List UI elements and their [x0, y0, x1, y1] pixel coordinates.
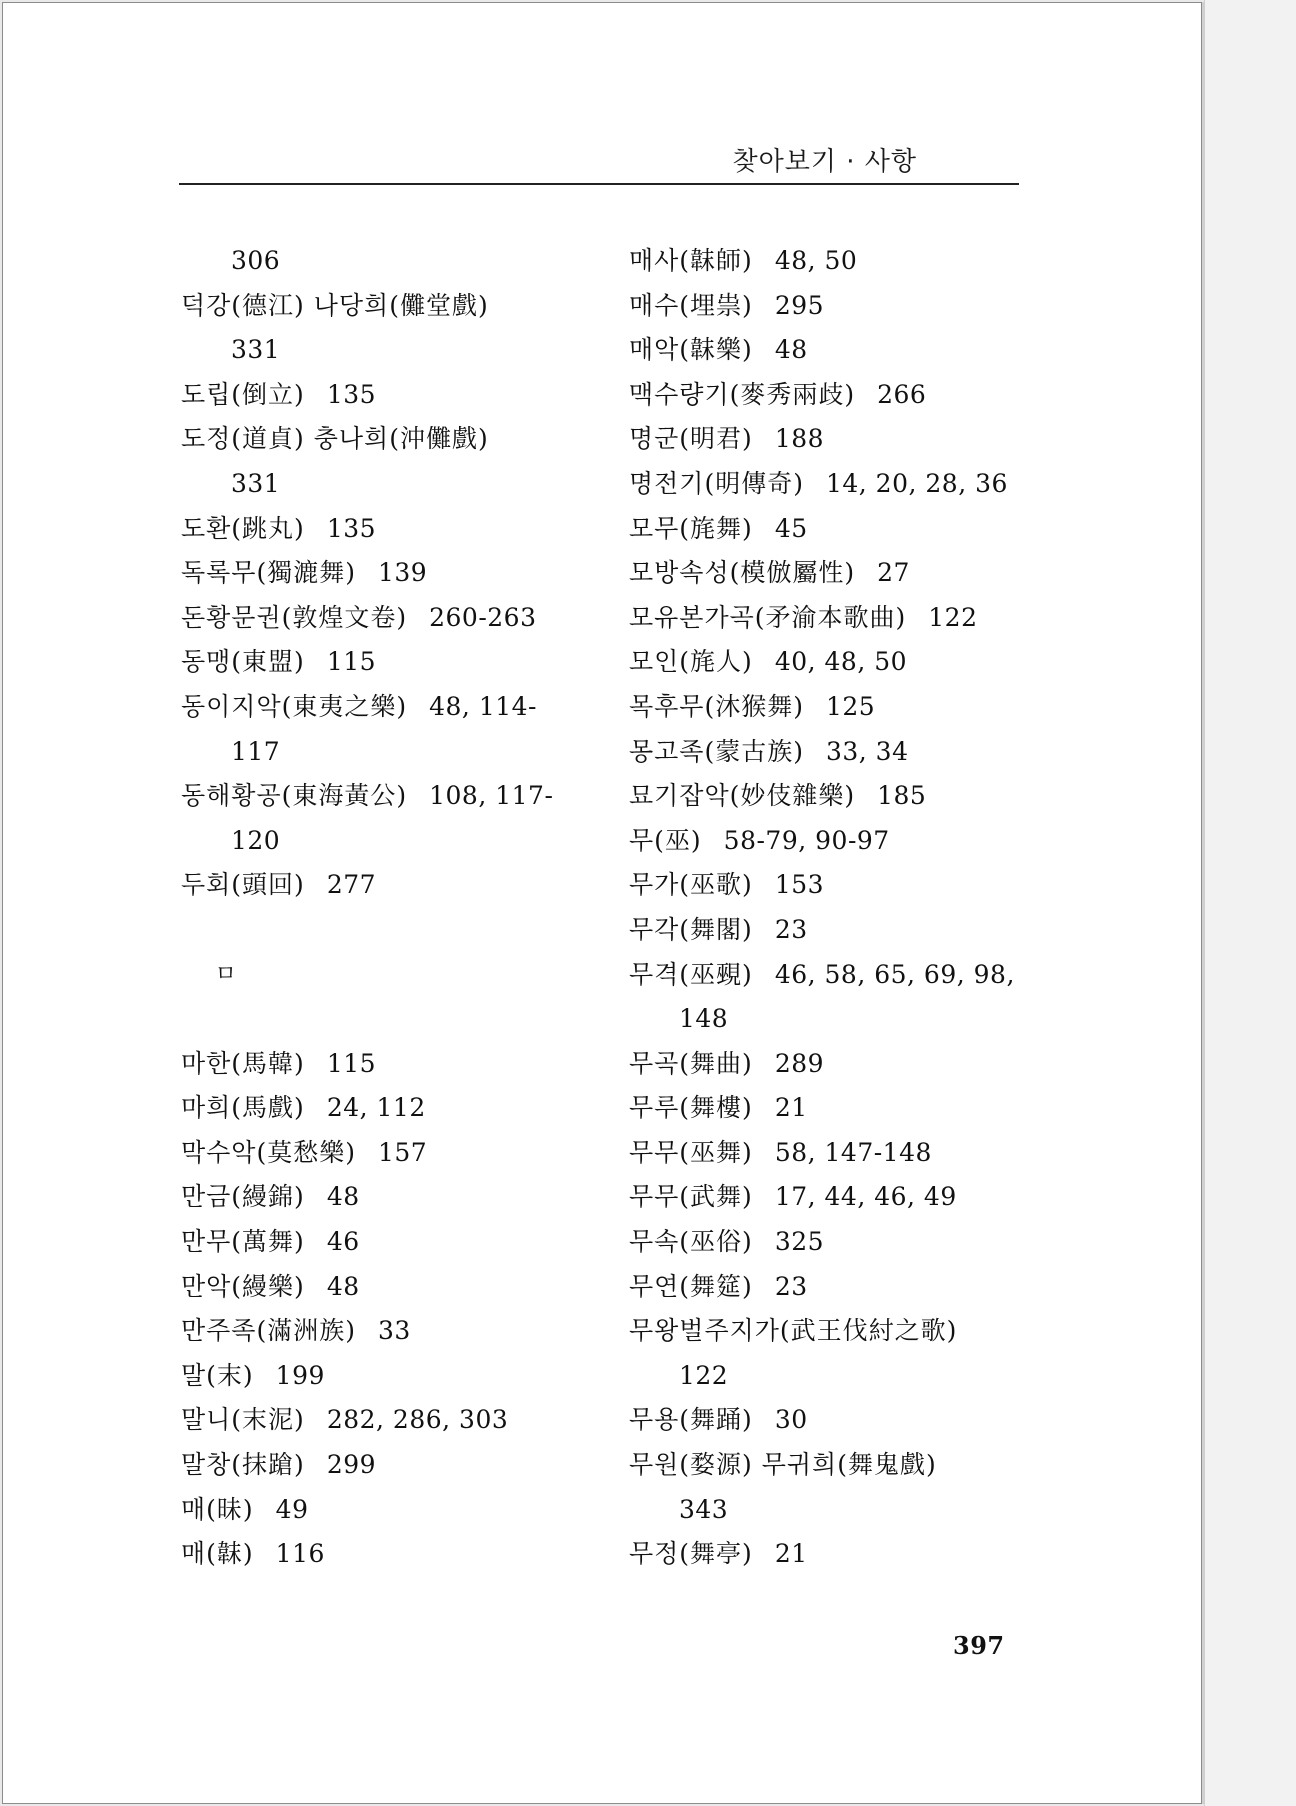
index-page-refs: 58-79, 90-97 — [723, 825, 890, 855]
index-entry-continuation — [629, 1354, 1069, 1399]
running-head: 찾아보기 · 사항 — [732, 147, 917, 177]
index-term: 무용(舞踊) — [629, 1405, 753, 1435]
index-page-refs: 289 — [774, 1048, 825, 1078]
index-page-refs: 199 — [275, 1360, 325, 1390]
index-page-refs: 188 — [774, 424, 825, 454]
book-page — [2, 2, 1202, 1804]
index-term: 목후무(沐猴舞) — [629, 691, 804, 721]
index-term: 무무(武舞) — [629, 1182, 753, 1212]
index-page-refs: 45 — [774, 513, 808, 543]
index-term: 무왕벌주지가(武王伐紂之歌) — [629, 1316, 958, 1346]
index-entry-continuation — [629, 997, 1069, 1042]
index-entry — [629, 1042, 1069, 1087]
index-term: 모유본가곡(矛渝本歌曲) — [629, 602, 907, 632]
index-entry — [629, 1220, 1069, 1265]
index-page-refs: 295 — [774, 290, 825, 320]
index-term: 명전기(明傳奇) — [629, 468, 804, 498]
index-page-refs: 21 — [774, 1093, 808, 1123]
index-page-refs: 46 — [326, 1227, 360, 1257]
index-term: 무(巫) — [629, 825, 702, 855]
index-page-refs: 17, 44, 46, 49 — [774, 1182, 957, 1212]
index-entry — [629, 373, 1069, 418]
index-page-refs: 139 — [377, 558, 428, 588]
index-term: 매악(韎樂) — [629, 335, 753, 365]
index-entry-continuation — [181, 730, 621, 775]
index-page-refs: 48 — [326, 1271, 360, 1301]
index-term: 몽고족(蒙古族) — [629, 736, 804, 766]
index-page-refs: 299 — [326, 1450, 377, 1480]
index-column-right — [629, 239, 1069, 1577]
index-page-refs: 24, 112 — [326, 1093, 426, 1123]
index-entry — [181, 1488, 621, 1533]
index-term: 무속(巫俗) — [629, 1227, 753, 1257]
index-page-refs: 48 — [774, 335, 808, 365]
index-page-refs: 48, 114- — [429, 691, 537, 721]
index-term: 마한(馬韓) — [181, 1048, 305, 1078]
index-term: 동해황공(東海黃公) — [181, 781, 408, 811]
index-entry — [629, 685, 1069, 730]
index-page-refs: 260-263 — [429, 602, 537, 632]
index-entry — [629, 596, 1069, 641]
index-page-refs: 30 — [774, 1405, 808, 1435]
viewer-margin — [1204, 0, 1296, 1806]
index-spacer — [181, 908, 621, 953]
index-entry — [629, 1265, 1069, 1310]
index-term: 덕강(德江) 나당희(儺堂戲) — [181, 290, 489, 320]
index-term: 만금(縵錦) — [181, 1182, 305, 1212]
index-page-refs: 49 — [275, 1494, 309, 1524]
index-page-refs: 115 — [326, 647, 377, 677]
index-entry — [629, 328, 1069, 373]
index-entry — [181, 1354, 621, 1399]
index-page-refs: 23 — [774, 1271, 808, 1301]
index-entry — [629, 1532, 1069, 1577]
index-term: 무연(舞筵) — [629, 1271, 753, 1301]
index-entry — [181, 417, 621, 462]
index-entry-continuation — [181, 239, 621, 284]
index-entry — [181, 774, 621, 819]
index-entry — [629, 239, 1069, 284]
index-page-refs: 277 — [326, 870, 377, 900]
index-entry-continuation — [181, 462, 621, 507]
index-entry — [181, 1220, 621, 1265]
index-entry — [181, 1443, 621, 1488]
index-entry-continuation — [181, 328, 621, 373]
index-entry — [629, 640, 1069, 685]
index-term: 말니(末泥) — [181, 1405, 305, 1435]
index-entry — [181, 596, 621, 641]
index-page-refs: 282, 286, 303 — [326, 1405, 509, 1435]
index-entry — [181, 1265, 621, 1310]
index-entry — [629, 1309, 1069, 1354]
index-term: 도환(跳丸) — [181, 513, 305, 543]
index-page-refs: 125 — [825, 691, 876, 721]
index-page-refs: 33, 34 — [825, 736, 909, 766]
index-page-refs: 48, 50 — [774, 246, 858, 275]
index-term: 무원(婺源) 무귀희(舞鬼戲) — [629, 1450, 937, 1480]
index-entry — [629, 1443, 1069, 1488]
index-page-refs: 115 — [326, 1048, 377, 1078]
index-term: 말창(抹蹌) — [181, 1450, 305, 1480]
index-entry — [629, 462, 1069, 507]
index-term: 매수(埋祟) — [629, 290, 753, 320]
index-entry — [181, 1532, 621, 1577]
index-entry — [629, 863, 1069, 908]
index-section-heading: ㅁ — [215, 961, 237, 987]
index-entry — [181, 1309, 621, 1354]
index-column-left — [181, 239, 621, 1577]
index-term: 모무(旄舞) — [629, 513, 753, 543]
index-page-refs: 21 — [774, 1539, 808, 1569]
index-entry — [629, 908, 1069, 953]
index-page-refs: 331 — [231, 335, 281, 365]
index-page-refs: 135 — [326, 513, 377, 543]
index-page-refs: 331 — [231, 468, 281, 498]
index-entry — [181, 1398, 621, 1443]
index-page-refs: 157 — [377, 1137, 428, 1167]
index-page-refs: 116 — [275, 1539, 325, 1569]
index-term: 동맹(東盟) — [181, 647, 305, 677]
index-page-refs: 325 — [774, 1227, 825, 1257]
index-term: 만주족(滿洲族) — [181, 1316, 356, 1346]
index-term: 모인(旄人) — [629, 647, 753, 677]
index-page-refs: 33 — [377, 1316, 411, 1346]
index-page-refs: 122 — [679, 1360, 729, 1390]
index-entry — [629, 507, 1069, 552]
index-page-refs: 14, 20, 28, 36 — [825, 468, 1008, 498]
index-entry — [181, 284, 621, 329]
index-term: 동이지악(東夷之樂) — [181, 691, 408, 721]
index-entry — [181, 640, 621, 685]
index-term: 무각(舞閣) — [629, 914, 753, 944]
index-entry — [181, 551, 621, 596]
index-term: 매(昧) — [181, 1494, 254, 1524]
index-term: 매사(韎師) — [629, 246, 753, 275]
index-entry — [629, 1175, 1069, 1220]
index-entry — [181, 1042, 621, 1087]
index-entry — [629, 284, 1069, 329]
index-term: 무가(巫歌) — [629, 870, 753, 900]
index-term: 만악(縵樂) — [181, 1271, 305, 1301]
header-rule — [179, 183, 1019, 185]
index-page-refs: 117 — [231, 736, 281, 766]
index-page-refs: 48 — [326, 1182, 360, 1212]
index-term: 돈황문권(敦煌文卷) — [181, 602, 408, 632]
index-term: 도정(道貞) 충나희(沖儺戲) — [181, 424, 489, 454]
index-spacer — [181, 997, 621, 1042]
index-term: 독록무(獨漉舞) — [181, 558, 356, 588]
index-term: 무무(巫舞) — [629, 1137, 753, 1167]
index-entry — [629, 953, 1069, 998]
index-page-refs: 153 — [774, 870, 825, 900]
index-entry — [629, 1131, 1069, 1176]
page-number: 397 — [953, 1631, 1005, 1660]
index-term: 무루(舞樓) — [629, 1093, 753, 1123]
index-page-refs: 46, 58, 65, 69, 98, — [774, 959, 1015, 989]
index-entry — [181, 1175, 621, 1220]
index-entry — [629, 774, 1069, 819]
index-term: 막수악(莫愁樂) — [181, 1137, 356, 1167]
index-term: 매(韎) — [181, 1539, 254, 1569]
index-entry — [181, 685, 621, 730]
index-page-refs: 122 — [928, 602, 978, 632]
index-entry-continuation — [181, 819, 621, 864]
index-entry — [181, 1086, 621, 1131]
index-page-refs: 120 — [231, 825, 281, 855]
index-entry — [181, 1131, 621, 1176]
index-page-refs: 185 — [877, 781, 927, 811]
index-entry — [181, 863, 621, 908]
index-term: 명군(明君) — [629, 424, 753, 454]
index-entry — [629, 551, 1069, 596]
index-term: 묘기잡악(妙伎雜樂) — [629, 781, 856, 811]
index-entry — [629, 417, 1069, 462]
index-page-refs: 343 — [679, 1494, 729, 1524]
index-term: 만무(萬舞) — [181, 1227, 305, 1257]
index-entry-continuation — [629, 1488, 1069, 1533]
index-page-refs: 148 — [679, 1004, 729, 1034]
index-entry — [629, 819, 1069, 864]
index-term: 맥수량기(麥秀兩歧) — [629, 379, 856, 409]
index-page-refs: 27 — [877, 558, 910, 588]
index-term: 무곡(舞曲) — [629, 1048, 753, 1078]
index-term: 두회(頭回) — [181, 870, 305, 900]
index-term: 모방속성(模倣屬性) — [629, 558, 856, 588]
index-page-refs: 58, 147-148 — [774, 1137, 932, 1167]
index-term: 말(末) — [181, 1360, 254, 1390]
index-page-refs: 40, 48, 50 — [774, 647, 908, 677]
index-entry — [629, 730, 1069, 775]
index-term: 무정(舞亭) — [629, 1539, 753, 1569]
index-term: 마희(馬戲) — [181, 1093, 305, 1123]
index-page-refs: 135 — [326, 379, 377, 409]
index-page-refs: 23 — [774, 914, 808, 944]
index-page-refs: 266 — [877, 379, 927, 409]
index-page-refs: 108, 117- — [429, 781, 554, 811]
index-entry — [181, 507, 621, 552]
index-entry — [181, 373, 621, 418]
index-term: 무격(巫覡) — [629, 959, 753, 989]
index-page-refs: 306 — [231, 246, 281, 275]
index-term: 도립(倒立) — [181, 379, 305, 409]
index-entry — [629, 1398, 1069, 1443]
index-entry — [629, 1086, 1069, 1131]
